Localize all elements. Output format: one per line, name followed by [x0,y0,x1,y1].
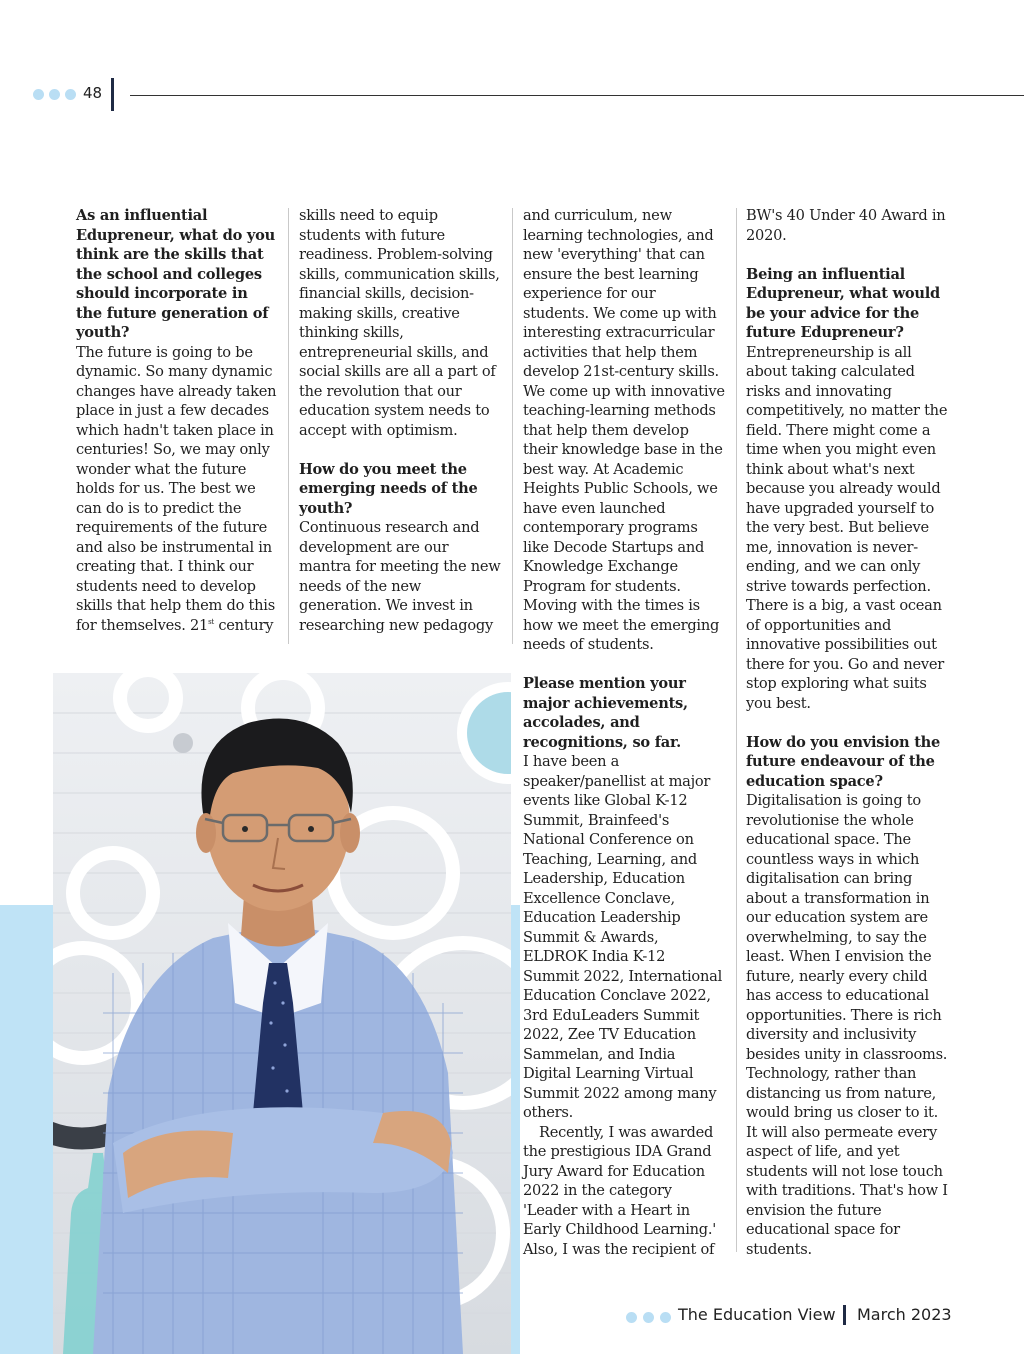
text-column-1 [76,206,278,635]
superscript: st [208,617,214,626]
portrait-photo [53,673,511,1354]
issue-date: March 2023 [857,1305,952,1324]
decorative-dot [65,89,76,100]
header-rule [130,95,1024,96]
answer-paragraph: Continuous research and development are our mantra for meeting the new needs of the new generation. We invest in researching new pedagogy [299,519,501,634]
question-heading: As an influential Edupreneur, what do you think are the skills that the school and colleges should incorporate in the future generation of youth? [76,207,275,341]
page-header [0,0,1024,120]
answer-text: The future is going to be dynamic. So many dynamic changes have already taken place in just a few decades which hadn't taken place in centuries! So, we may only wonder what the future holds for us. The best we can do is to predict the requirements of the future and also be instrumental in creating that. I think our students need to develop skills that help them do this for themselves. 21 [76,343,277,634]
question-heading: Please mention your major achievements, accolades, and recognitions, so far. [523,675,688,751]
answer-paragraph: and curriculum, new learning technologies, and new 'everything' that can ensure the best learning experience for our students. We come up with interesting extracurricular activities that help them develop 21st-century skills. We come up with innovative teaching-learning methods that help them develop their knowledge base in the best way. At Academic Heights Public Schools, we have even launched contemporary programs like Decode Startups and Knowledge Exchange Program for students. Moving with the times is how we meet the emerging needs of students. [523,207,725,653]
answer-paragraph: Recently, I was awarded the prestigious IDA Grand Jury Award for Education 2022 in the category 'Leader with a Heart in Early Childhood Learning.' Also, I was the recipient of [523,1123,717,1258]
decorative-dot [49,89,60,100]
question-heading: How do you meet the emerging needs of the youth? [299,460,478,517]
column-divider [512,208,513,644]
decorative-dot [626,1312,637,1323]
question-heading: How do you envision the future endeavour of the education space? [746,733,941,790]
answer-paragraph: Digitalisation is going to revolutionise the whole educational space. The countless ways in which digitalisation can bring about a transformation in our education system are overwhelming, to say the least. When I envision the future, nearly every child has access to educational opportunities. There is rich diversity and inclusivity besides unity in classrooms. Technology, rather than distancing us from nature, would bring us closer to it. It will also permeate every aspect of life, and yet students will not lose touch with traditions. That's how I envision the future educational space for students. [746,792,948,1258]
answer-paragraph: Entrepreneurship is all about taking calculated risks and innovating competitively, no matter the field. There might come a time when you might even think about what's next because you already would have upgraded yourself to the very best. But believe me, innovation is never-ending, and we can only strive towards perfection. There is a big, a vast ocean of opportunities and innovative possibilities out there for you. Go and never stop exploring what suits you best. [746,343,948,712]
column-divider [736,208,737,1252]
decorative-dot [33,89,44,100]
decorative-dot [660,1312,671,1323]
answer-paragraph: BW's 40 Under 40 Award in 2020. [746,207,946,244]
answer-paragraph: skills need to equip students with future readiness. Problem-solving skills, communication skills, financial skills, decision-making skills, creative thinking skills, entrepreneurial skills, and social skills are all a part of the revolution that our education system needs to accept with optimism. [299,207,500,439]
answer-paragraph: I have been a speaker/panellist at major events like Global K-12 Summit, Brainfeed's National Conference on Teaching, Learning, and Leadership, Education Excellence Conclave, Education Leadership Summit & Awards, ELDROK India K-12 Summit 2022, International Education Conclave 2022, 3rd EduLeaders Summit 2022, Zee TV Education Sammelan, and India Digital Learning Virtual Summit 2022 among many others. [523,753,722,1121]
text-column-2 [299,206,501,635]
publication-name: The Education View [678,1305,836,1324]
portrait-illustration [53,673,511,1354]
question-heading: Being an influential Edupreneur, what would be your advice for the future Edupreneur? [746,265,941,341]
header-divider-bar [111,78,114,111]
answer-paragraph [76,343,278,636]
column-divider [288,208,289,644]
answer-text: century [213,616,274,634]
decorative-dot [643,1312,654,1323]
text-column-3 [523,206,725,1259]
footer-divider-bar [843,1305,846,1325]
page-number: 48 [83,84,103,102]
text-column-4 [746,206,948,1259]
